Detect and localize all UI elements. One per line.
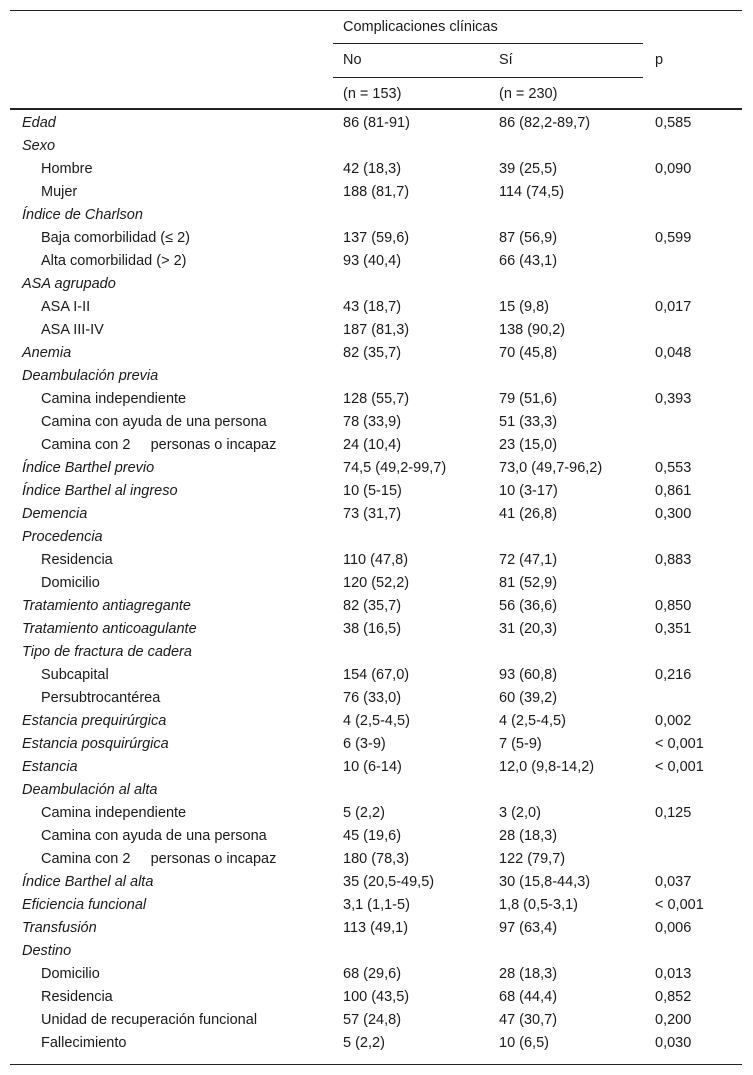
cell-p: 0,006 — [655, 920, 692, 936]
table-row — [0, 664, 753, 687]
cell-p: 0,048 — [655, 345, 692, 361]
cell-no: 45 (19,6) — [343, 828, 402, 844]
table-row — [0, 825, 753, 848]
cell-no: 4 (2,5-4,5) — [343, 713, 410, 729]
header-group-rule — [333, 43, 643, 44]
table-row — [0, 388, 753, 411]
cell-no: 86 (81-91) — [343, 115, 410, 131]
header-n-no: (n = 153) — [343, 86, 402, 102]
cell-no: 10 (5-15) — [343, 483, 402, 499]
cell-si: 3 (2,0) — [499, 805, 541, 821]
cell-p: 0,037 — [655, 874, 692, 890]
cell-p: < 0,001 — [655, 736, 704, 752]
row-label: Camina con ayuda de una persona — [41, 828, 267, 844]
row-label: Estancia — [22, 759, 78, 775]
row-label: Tratamiento anticoagulante — [22, 621, 197, 637]
cell-si: 70 (45,8) — [499, 345, 558, 361]
row-label: Estancia posquirúrgica — [22, 736, 169, 752]
table-row — [0, 595, 753, 618]
cell-p: 0,017 — [655, 299, 692, 315]
row-label: Demencia — [22, 506, 88, 522]
row-label: Camina con ayuda de una persona — [41, 414, 267, 430]
row-label: Camina independiente — [41, 391, 187, 407]
cell-si: 86 (82,2-89,7) — [499, 115, 591, 131]
table-row — [0, 342, 753, 365]
cell-si: 4 (2,5-4,5) — [499, 713, 566, 729]
cell-no: 43 (18,7) — [343, 299, 402, 315]
cell-si: 28 (18,3) — [499, 966, 558, 982]
header-col-no: No — [343, 52, 362, 68]
row-label: Hombre — [41, 161, 93, 177]
cell-p: 0,002 — [655, 713, 692, 729]
cell-si: 97 (63,4) — [499, 920, 558, 936]
cell-si: 114 (74,5) — [499, 184, 565, 200]
row-label: Estancia prequirúrgica — [22, 713, 167, 729]
cell-no: 100 (43,5) — [343, 989, 410, 1005]
cell-p: 0,090 — [655, 161, 692, 177]
row-label: Tratamiento antiagregante — [22, 598, 192, 614]
row-label: Alta comorbilidad (> 2) — [41, 253, 187, 269]
cell-si: 47 (30,7) — [499, 1012, 558, 1028]
cell-p: 0,585 — [655, 115, 692, 131]
table-bottom-rule — [10, 1064, 742, 1065]
cell-no: 74,5 (49,2-99,7) — [343, 460, 447, 476]
cell-p: 0,850 — [655, 598, 692, 614]
cell-si: 30 (15,8-44,3) — [499, 874, 591, 890]
row-label: Domicilio — [41, 966, 100, 982]
cell-si: 66 (43,1) — [499, 253, 558, 269]
cell-p: 0,013 — [655, 966, 692, 982]
row-label: Tipo de fractura de cadera — [22, 644, 192, 660]
table-row — [0, 135, 753, 158]
row-label: Camina con 2 personas o incapaz — [41, 851, 277, 867]
header-n-rule — [333, 77, 643, 78]
cell-no: 24 (10,4) — [343, 437, 402, 453]
cell-si: 87 (56,9) — [499, 230, 558, 246]
cell-no: 3,1 (1,1-5) — [343, 897, 410, 913]
row-label: Sexo — [22, 138, 56, 154]
header-n-si: (n = 230) — [499, 86, 558, 102]
cell-si: 56 (36,6) — [499, 598, 558, 614]
table-row — [0, 687, 753, 710]
cell-no: 82 (35,7) — [343, 598, 402, 614]
cell-no: 188 (81,7) — [343, 184, 410, 200]
table-row — [0, 756, 753, 779]
table-row — [0, 802, 753, 825]
cell-no: 128 (55,7) — [343, 391, 410, 407]
cell-no: 6 (3-9) — [343, 736, 386, 752]
table-row — [0, 227, 753, 250]
cell-no: 42 (18,3) — [343, 161, 402, 177]
cell-no: 5 (2,2) — [343, 805, 385, 821]
table-row — [0, 503, 753, 526]
table-header-rule — [10, 108, 742, 110]
row-label: ASA agrupado — [22, 276, 116, 292]
table-row — [0, 204, 753, 227]
cell-si: 72 (47,1) — [499, 552, 558, 568]
cell-si: 10 (3-17) — [499, 483, 558, 499]
cell-p: < 0,001 — [655, 759, 704, 775]
header-col-p: p — [655, 52, 664, 68]
cell-no: 76 (33,0) — [343, 690, 402, 706]
table-row — [0, 641, 753, 664]
cell-si: 68 (44,4) — [499, 989, 558, 1005]
table-row — [0, 434, 753, 457]
cell-no: 35 (20,5-49,5) — [343, 874, 435, 890]
cell-p: 0,200 — [655, 1012, 692, 1028]
cell-no: 78 (33,9) — [343, 414, 402, 430]
cell-no: 180 (78,3) — [343, 851, 410, 867]
cell-p: 0,351 — [655, 621, 692, 637]
row-label: Anemia — [22, 345, 72, 361]
row-label: Domicilio — [41, 575, 100, 591]
row-label: Deambulación al alta — [22, 782, 158, 798]
table-row — [0, 112, 753, 135]
cell-no: 137 (59,6) — [343, 230, 410, 246]
row-label: Baja comorbilidad (≤ 2) — [41, 230, 190, 246]
row-label: Deambulación previa — [22, 368, 159, 384]
table-row — [0, 250, 753, 273]
cell-si: 31 (20,3) — [499, 621, 558, 637]
row-label: Edad — [22, 115, 56, 131]
table-row — [0, 411, 753, 434]
table-row — [0, 940, 753, 963]
row-label: Camina con 2 personas o incapaz — [41, 437, 277, 453]
table-row — [0, 963, 753, 986]
row-label: Destino — [22, 943, 72, 959]
row-label: Mujer — [41, 184, 78, 200]
cell-no: 5 (2,2) — [343, 1035, 385, 1051]
table-row — [0, 158, 753, 181]
table-row — [0, 871, 753, 894]
row-label: Índice de Charlson — [22, 207, 143, 223]
cell-si: 23 (15,0) — [499, 437, 558, 453]
row-label: Subcapital — [41, 667, 109, 683]
cell-p: 0,553 — [655, 460, 692, 476]
cell-si: 28 (18,3) — [499, 828, 558, 844]
cell-si: 122 (79,7) — [499, 851, 566, 867]
table-row — [0, 273, 753, 296]
table-row — [0, 779, 753, 802]
table-row — [0, 710, 753, 733]
row-label: ASA I-II — [41, 299, 91, 315]
cell-no: 57 (24,8) — [343, 1012, 402, 1028]
table-row — [0, 181, 753, 204]
cell-p: 0,216 — [655, 667, 692, 683]
cell-si: 81 (52,9) — [499, 575, 558, 591]
table-row — [0, 365, 753, 388]
cell-p: 0,300 — [655, 506, 692, 522]
cell-si: 79 (51,6) — [499, 391, 558, 407]
cell-si: 73,0 (49,7-96,2) — [499, 460, 603, 476]
cell-si: 60 (39,2) — [499, 690, 558, 706]
table-row — [0, 986, 753, 1009]
row-label: Índice Barthel al alta — [22, 874, 154, 890]
row-label: Transfusión — [22, 920, 97, 936]
row-label: Residencia — [41, 552, 113, 568]
header-group-label: Complicaciones clínicas — [343, 19, 498, 35]
cell-p: < 0,001 — [655, 897, 704, 913]
table-row — [0, 917, 753, 940]
cell-no: 120 (52,2) — [343, 575, 410, 591]
row-label: Índice Barthel previo — [22, 460, 155, 476]
table-row — [0, 618, 753, 641]
table-row — [0, 894, 753, 917]
header-col-si: Sí — [499, 52, 513, 68]
row-label: Procedencia — [22, 529, 103, 545]
cell-no: 113 (49,1) — [343, 920, 409, 936]
cell-si: 51 (33,3) — [499, 414, 558, 430]
cell-p: 0,125 — [655, 805, 692, 821]
cell-si: 1,8 (0,5-3,1) — [499, 897, 578, 913]
cell-p: 0,883 — [655, 552, 692, 568]
table-row — [0, 1032, 753, 1055]
table-row — [0, 457, 753, 480]
cell-si: 138 (90,2) — [499, 322, 566, 338]
cell-no: 93 (40,4) — [343, 253, 402, 269]
row-label: Fallecimiento — [41, 1035, 127, 1051]
row-label: Residencia — [41, 989, 113, 1005]
cell-no: 73 (31,7) — [343, 506, 402, 522]
cell-no: 68 (29,6) — [343, 966, 402, 982]
table-row — [0, 526, 753, 549]
cell-no: 38 (16,5) — [343, 621, 402, 637]
cell-no: 82 (35,7) — [343, 345, 402, 361]
row-label: Camina independiente — [41, 805, 187, 821]
table-row — [0, 572, 753, 595]
cell-p: 0,030 — [655, 1035, 692, 1051]
row-label: Unidad de recuperación funcional — [41, 1012, 258, 1028]
cell-si: 10 (6,5) — [499, 1035, 549, 1051]
row-label: ASA III-IV — [41, 322, 104, 338]
cell-si: 15 (9,8) — [499, 299, 549, 315]
cell-p: 0,861 — [655, 483, 692, 499]
cell-no: 154 (67,0) — [343, 667, 410, 683]
table-row — [0, 848, 753, 871]
cell-p: 0,393 — [655, 391, 692, 407]
row-label: Persubtrocantérea — [41, 690, 161, 706]
cell-no: 110 (47,8) — [343, 552, 409, 568]
cell-si: 41 (26,8) — [499, 506, 558, 522]
cell-p: 0,599 — [655, 230, 692, 246]
cell-si: 39 (25,5) — [499, 161, 558, 177]
row-label: Índice Barthel al ingreso — [22, 483, 178, 499]
table-row — [0, 296, 753, 319]
table-row — [0, 319, 753, 342]
cell-no: 187 (81,3) — [343, 322, 410, 338]
table-row — [0, 1009, 753, 1032]
table-row — [0, 480, 753, 503]
cell-si: 93 (60,8) — [499, 667, 558, 683]
cell-no: 10 (6-14) — [343, 759, 402, 775]
cell-si: 12,0 (9,8-14,2) — [499, 759, 595, 775]
cell-si: 7 (5-9) — [499, 736, 542, 752]
row-label: Eficiencia funcional — [22, 897, 147, 913]
table-top-rule — [10, 10, 742, 11]
table-row — [0, 549, 753, 572]
cell-p: 0,852 — [655, 989, 692, 1005]
table-row — [0, 733, 753, 756]
